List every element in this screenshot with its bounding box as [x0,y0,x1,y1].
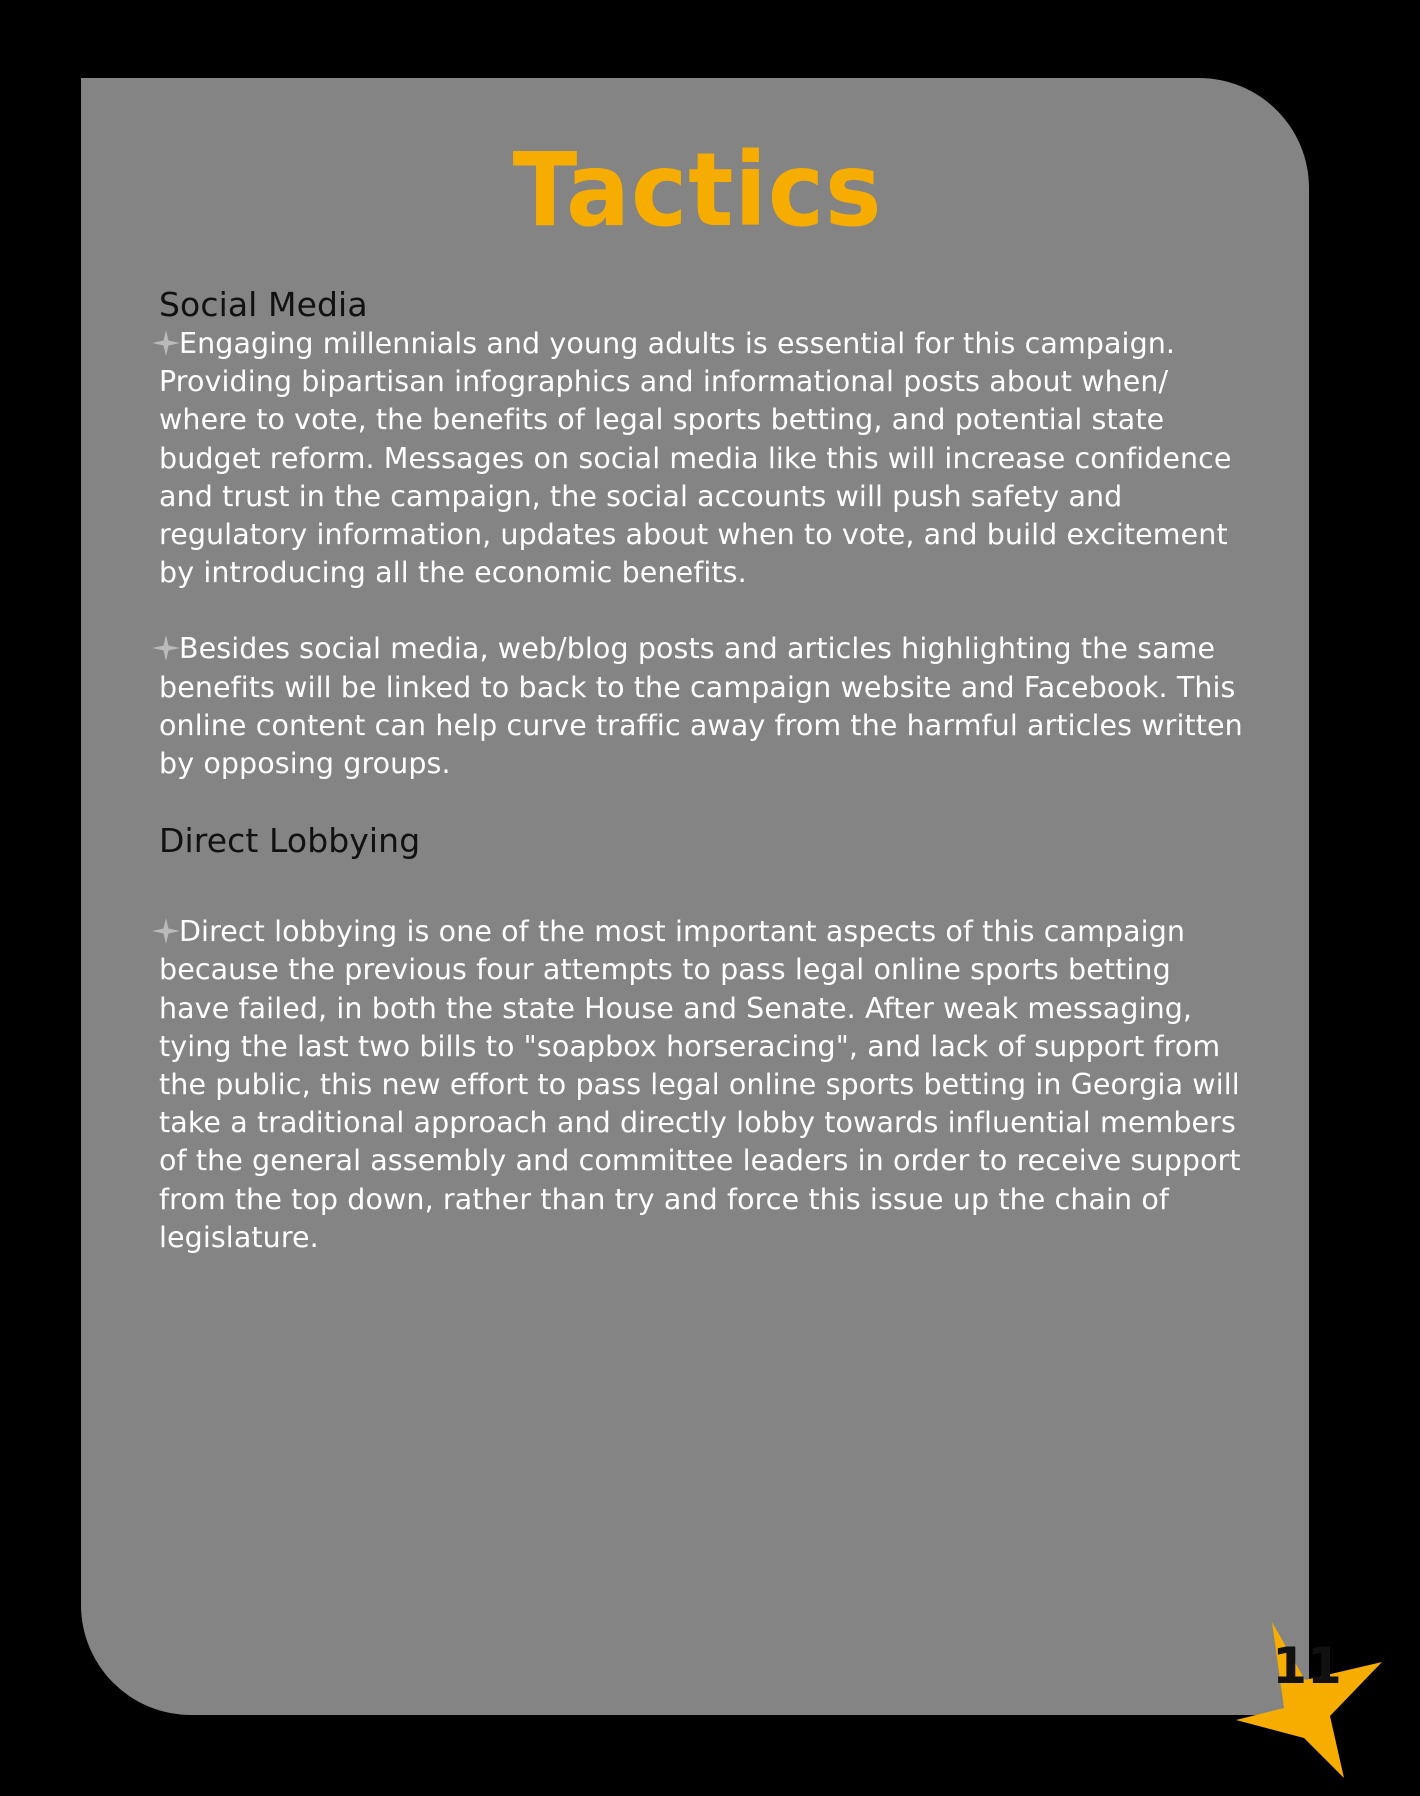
social-media-paragraph-2-text: Besides social media, web/blog posts and articles highlighting the same benefits will be linked to back to the campaign website and Facebook. This online content can help curve traffic away from the harmful articles written by opposing groups. [159,632,1243,781]
sparkle-star-icon [151,634,181,662]
direct-lobbying-paragraph-1-text: Direct lobbying is one of the most important aspects of this campaign because the previous four attempts to pass legal online sports betting have failed, in both the state House and Senate. After weak messaging, tying the last two bills to "soapbox horseracing", and lack of support from the public, this new effort to pass legal online sports betting in Georgia will take a traditional approach and directly lobby towards influential members of the general assembly and committee leaders in order to receive support from the top down, rather than try and force this issue up the chain of legislature. [159,915,1241,1254]
social-media-paragraph-1-text: Engaging millennials and young adults is essential for this campaign. Providing bipartisan infographics and informational posts about when/ where to vote, the benefits of legal sports betting, and potential state budget reform. Messages on social media like this will increase confidence and trust in the campaign, the social accounts will push safety and regulatory information, updates about when to vote, and build excitement by introducing all the economic benefits. [159,327,1232,590]
content-body [159,285,1249,1257]
page-number: 11 [1272,1637,1342,1695]
social-media-paragraph-2 [159,630,1249,783]
social-media-paragraph-1 [159,325,1249,592]
sparkle-star-icon [151,329,181,357]
direct-lobbying-paragraph-1 [159,913,1249,1257]
sparkle-star-icon [151,917,181,945]
page-title: Tactics [512,131,883,250]
section-heading-direct-lobbying: Direct Lobbying [159,821,421,861]
section-heading-social-media: Social Media [159,285,368,324]
